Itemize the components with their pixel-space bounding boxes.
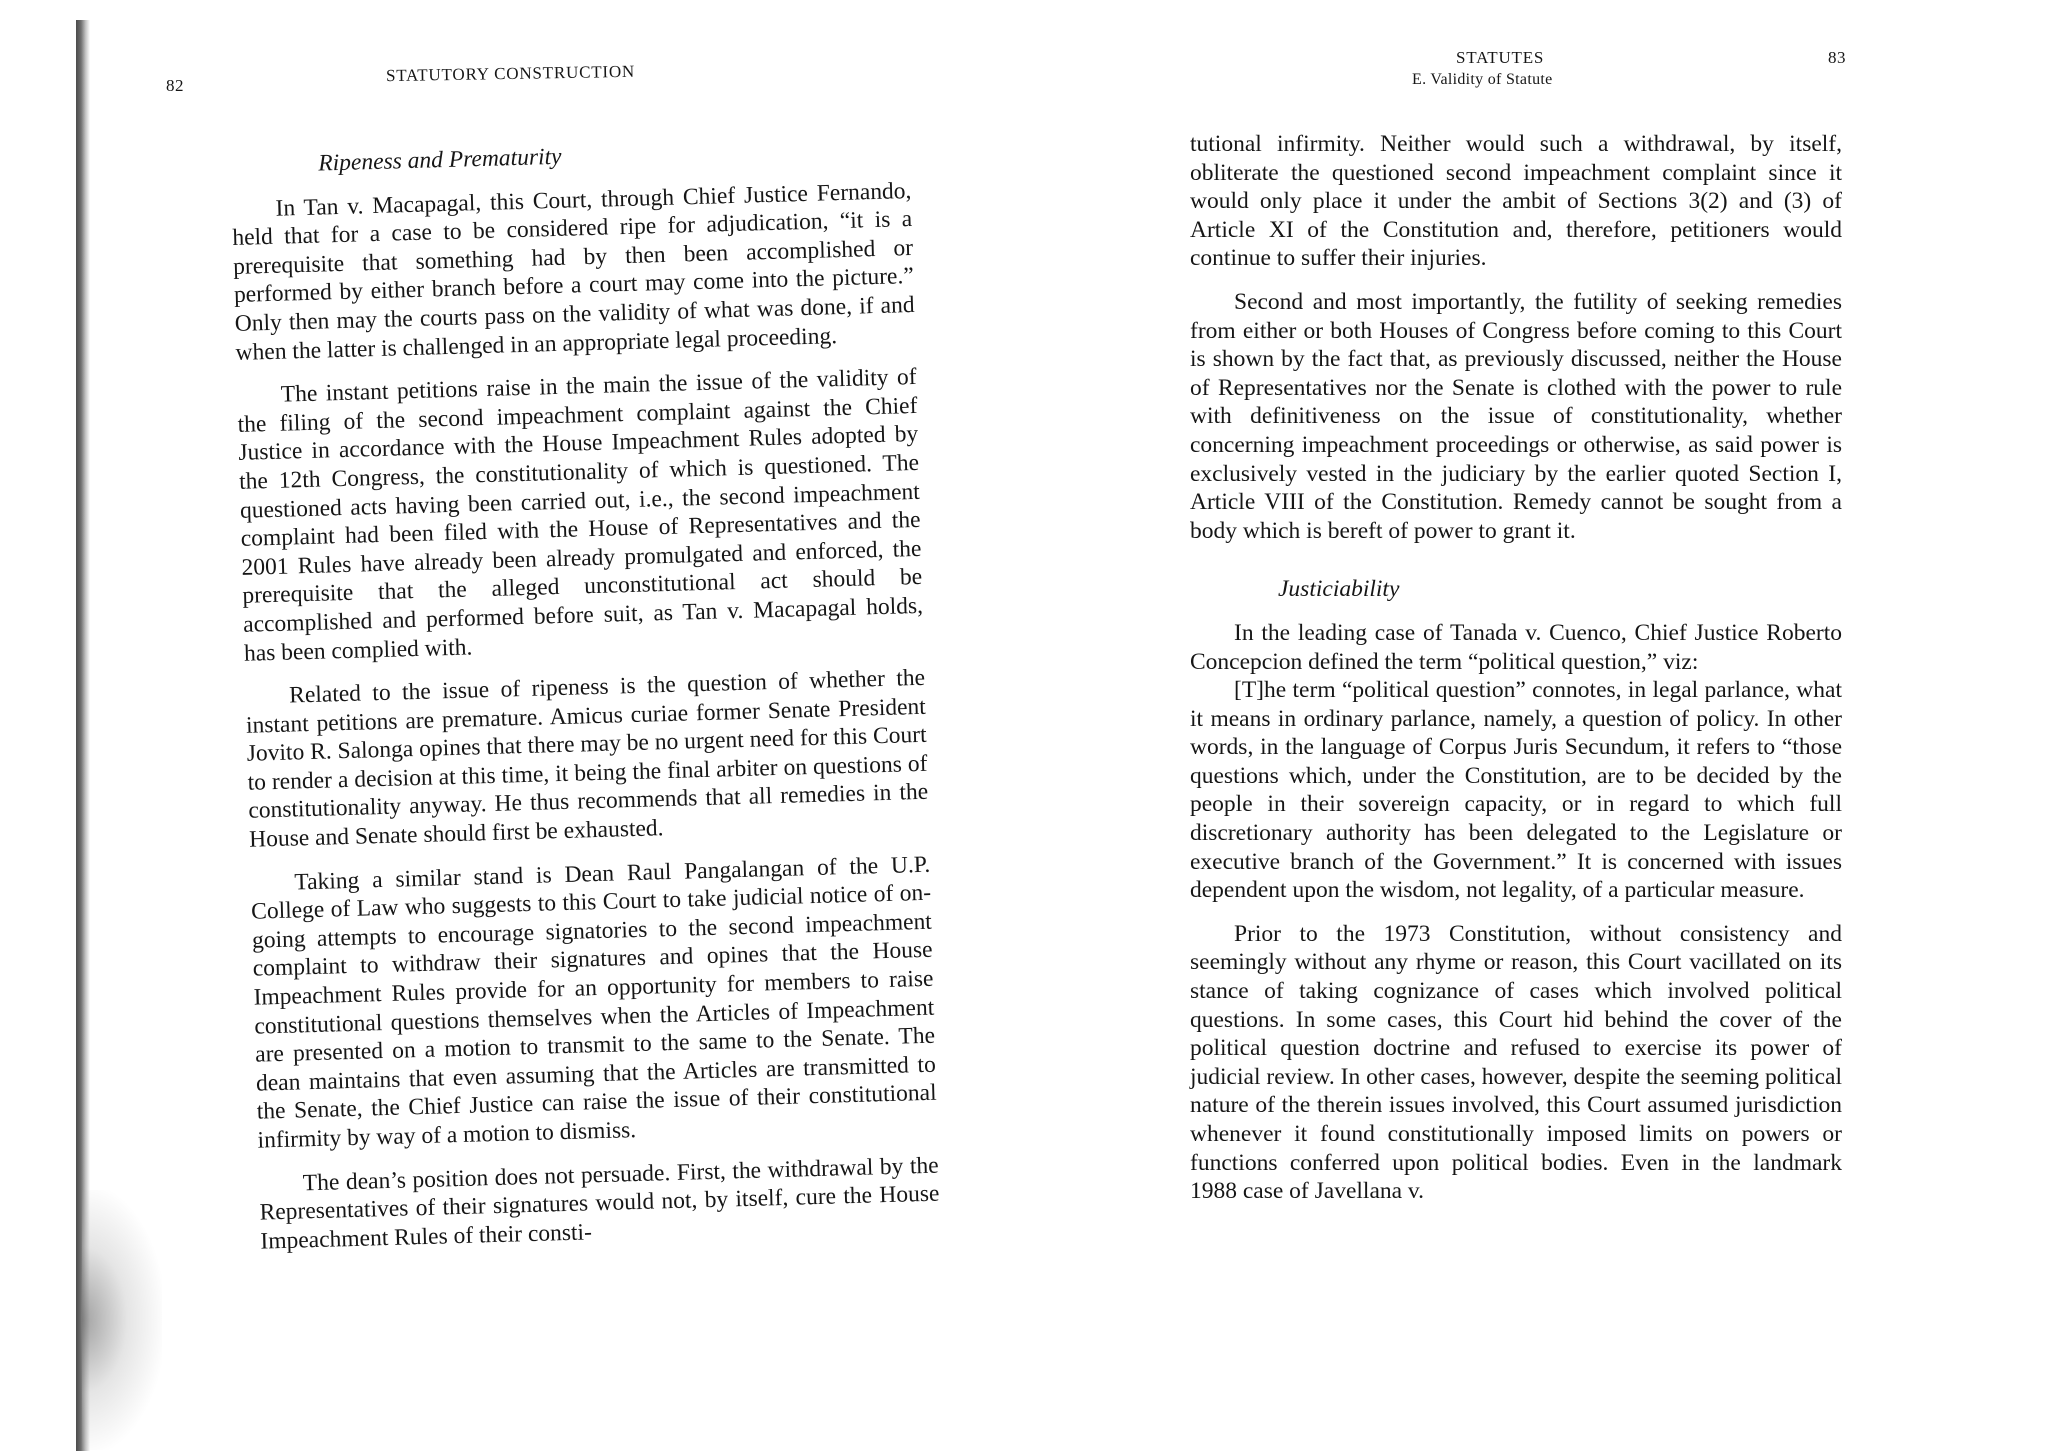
right-paragraph-2: Second and most importantly, the futility of seeking remedies from either or both Houses of Congress before coming to this Court is shown by the fact that, as previously discussed, neither the House of Representatives nor the Senate is clothed with the power to rule with definitiveness on the issue of constitutionality, whether concerning impeachment proceedings or otherwise, as said power is exclusively vested in the judiciary by the earlier quoted Section I, Article VIII of the Constitution. Remedy cannot be sought from a body which is bereft of power to grant it. — [1190, 288, 1842, 544]
left-paragraph-5: The dean’s position does not persuade. First, the withdrawal by the Representatives of their signatures would not, by itself, cure the House Impeachment Rules of their consti- — [259, 1152, 940, 1255]
left-paragraph-2: The instant petitions raise in the main the issue of the validity of the filing of the second impeachment complaint against the Chief Justice in accordance with the House Impeachment Rules adopted by the 12th Congress, the constitutionality of which is questioned. The questioned acts having been carried out, i.e., the second impeachment complaint had been filed with the House of Representatives and the 2001 Rules have already been already promulgated and enforced, the prerequisite that the alleged unconstitutional act should be accomplished and performed before suit, as Tan v. Macapagal holds, has been complied with. — [237, 364, 924, 667]
section-heading-ripeness: Ripeness and Prematurity — [317, 143, 562, 177]
right-running-subhead: E. Validity of Statute — [1412, 71, 1553, 88]
right-final-paragraph: Prior to the 1973 Constitution, without consistency and seemingly without any rhyme or reason, this Court vacillated on its stance of taking cognizance of cases which involved political questions. In some cases, this Court hid behind the cover of the political question doctrine and refused to exercise its power of judicial review. In other cases, however, despite the seeming political nature of the therein issues involved, this Court assumed jurisdiction whenever it found constitutionally imposed limits on powers or functions conferred upon political bodies. Even in the landmark 1988 case of Javellana v. — [1190, 920, 1842, 1205]
block-quote-political-question: [T]he term “political question” connotes, in legal parlance, what it means in ordinary parlance, namely, a question of policy. In other words, in the language of Corpus Juris Secundum, it refers to “those questions which, under the Constitution, are to be decided by the people in their sovereign capacity, or in regard to which full discretionary authority has been delegated to the Legislature or executive branch of the Government.” It is concerned with issues dependent upon the wisdom, not legality, of a particular measure. — [1190, 677, 1842, 904]
left-paragraph-4: Taking a similar stand is Dean Raul Pangalangan of the U.P. College of Law who suggests to this Court to take judicial notice of on-going attempts to encourage signatories to the second impeachment complaint to withdraw their signatures and opines that the House Impeachment Rules provide for an opportunity for members to raise constitutional questions themselves when the Articles of Impeachment are presented on a motion to transmit to the same to the Senate. The dean maintains that even assuming that the Articles are transmitted to the Senate, the Chief Justice can raise the issue of their constitutional infirmity by way of a motion to dismiss. — [250, 851, 937, 1154]
left-paragraph-3: Related to the issue of ripeness is the question of whether the instant petitions are premature. Amicus curiae former Senate President Jovito R. Salonga opines that there may be no urgent need for this Court to render a decision at this time, it being the final arbiter on questions of constitutionality anyway. He thus recommends that all remedies in the House and Senate should first be exhausted. — [245, 664, 929, 853]
left-page-number: 82 — [166, 76, 184, 95]
right-page-body — [1190, 130, 1842, 1206]
section-heading-justiciability: Justiciability — [1278, 576, 1400, 603]
right-intro-paragraph: In the leading case of Tanada v. Cuenco, Chief Justice Roberto Concepcion defined the term “political question,” viz: — [1190, 619, 1842, 675]
right-paragraph-1: tutional infirmity. Neither would such a withdrawal, by itself, obliterate the questioned second impeachment complaint since it would only place it under the ambit of Sections 3(2) and (3) of Article XI of the Constitution and, therefore, petitioners would continue to suffer their injuries. — [1190, 131, 1842, 272]
right-running-head: STATUTES — [1456, 48, 1545, 67]
left-paragraph-1: In Tan v. Macapagal, this Court, through Chief Justice Fernando, held that for a case to be considered ripe for adjudication, “it is a prerequisite that something had by then been accomplished or performed by either branch before a court may come into the picture.” Only then may the courts pass on the validity of what was done, if and when the latter is challenged in an appropriate legal proceeding. — [232, 177, 915, 366]
right-page — [1190, 0, 1890, 1451]
left-page — [150, 0, 940, 1451]
right-page-number: 83 — [1828, 48, 1846, 67]
left-running-head: STATUTORY CONSTRUCTION — [385, 61, 636, 86]
left-page-body — [230, 133, 941, 1256]
